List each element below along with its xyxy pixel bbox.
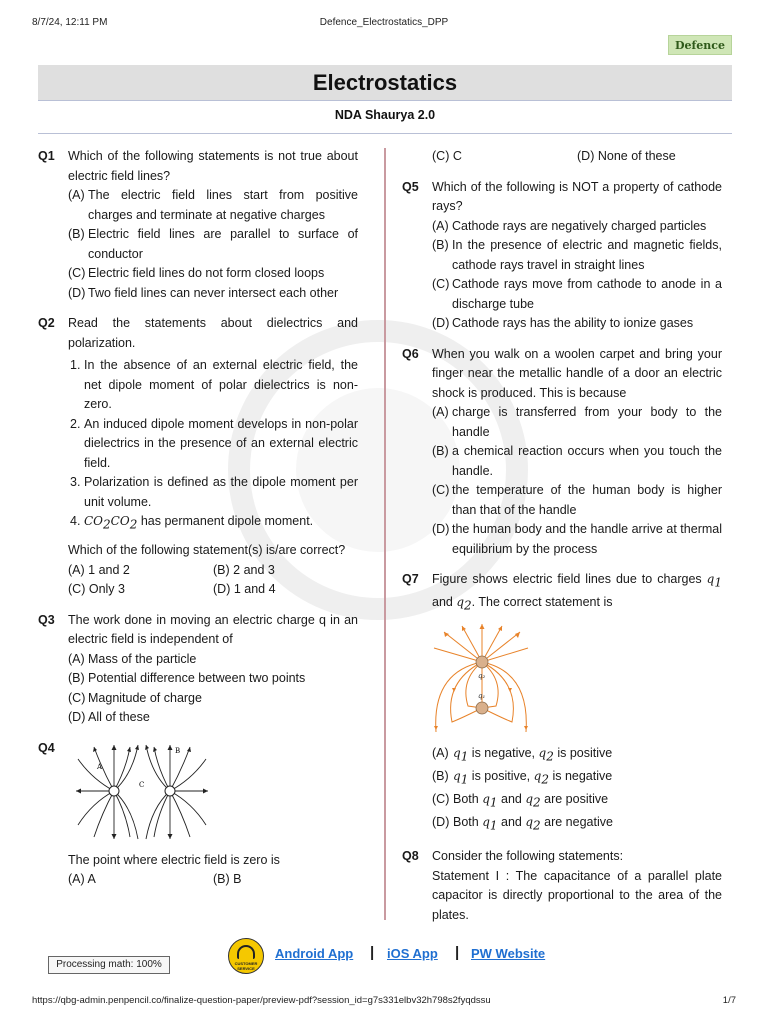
option-a: (A) 1 and 2	[68, 562, 130, 577]
question-number: Q5	[402, 179, 419, 194]
question-ask: Which of the following statement(s) is/are correct?	[68, 543, 346, 557]
page-title: Electrostatics	[312, 70, 458, 95]
question-stem: Which of the following statements is not true about electric field lines?	[68, 149, 358, 183]
question-4	[38, 739, 358, 890]
print-url: https://qbg-admin.penpencil.co/finalize-question-paper/preview-pdf?session_id=g7s331elbv32h798s2fyqdssu	[32, 995, 491, 1006]
right-column	[402, 147, 722, 936]
question-number: Q8	[402, 849, 419, 863]
option-b: (B) In the presence of electric and magnetic fields, cathode rays travel in straight lines	[432, 238, 722, 272]
column-divider	[384, 148, 386, 920]
android-app-link[interactable]: Android App	[275, 946, 354, 961]
option-a: (A) $q_1$ is negative, $q_2$ is positive	[432, 746, 613, 764]
option-a: (A) Mass of the particle	[68, 651, 197, 666]
question-number: Q7	[402, 572, 419, 586]
question-number: Q4	[38, 740, 55, 755]
option-grid	[432, 147, 722, 167]
option-c: (C) Only 3	[68, 582, 125, 596]
statement-4: 4. $CO_2CO_2$ has permanent dipole moment.	[70, 514, 314, 532]
question-7	[402, 570, 722, 836]
title-band	[38, 65, 732, 101]
figure-label-b: B	[175, 746, 181, 755]
question-stem: Read the statements about dielectrics and polarization.	[68, 316, 358, 350]
option-c: (C) C	[432, 149, 462, 163]
option-d: (D) None of these	[577, 149, 676, 163]
question-stem: Which of the following is NOT a property of cathode rays?	[432, 179, 722, 213]
option-d: (D) All of these	[68, 710, 150, 724]
headset-icon	[237, 945, 255, 959]
ios-app-link[interactable]: iOS App	[387, 946, 438, 961]
print-header	[32, 17, 736, 31]
option-c: (C) Both $q_1$ and $q_2$ are positive	[432, 792, 609, 810]
question-stem: The work done in moving an electric charge q in an electric field is independent of	[68, 612, 358, 646]
option-b: (B) Potential difference between two points	[68, 671, 306, 685]
customer-service-badge	[228, 938, 264, 974]
statement-2: 2. An induced dipole moment develops in non-polar dielectrics in the presence of an external electric field.	[70, 416, 358, 470]
option-c: (C) Cathode rays move from cathode to anode in a discharge tube	[432, 277, 722, 311]
figure-label-q2: q₂	[478, 672, 486, 680]
option-b: (B) Electric field lines are parallel to surface of conductor	[68, 227, 358, 261]
statement-list	[68, 356, 358, 535]
option-a: (A) A	[68, 872, 96, 886]
question-stem: Consider the following statements:	[432, 849, 624, 863]
question-number: Q1	[38, 149, 55, 163]
question-number: Q2	[38, 316, 55, 330]
question-8	[402, 847, 722, 925]
field-lines-figure	[72, 739, 212, 845]
option-b: (B) a chemical reaction occurs when you touch the handle.	[432, 444, 722, 478]
statement-1: Statement I : The capacitance of a parallel plate capacitor is directly proportional to the area of the plates.	[432, 868, 722, 922]
option-c: (C) Magnitude of charge	[68, 690, 202, 705]
question-ask: The point where electric field is zero is	[68, 852, 280, 867]
question-5	[402, 178, 722, 334]
statement-3: 3. Polarization is defined as the dipole moment per unit volume.	[70, 475, 358, 509]
option-a: (A) Cathode rays are negatively charged particles	[432, 218, 707, 233]
question-stem: Figure shows electric field lines due to charges $q_1$ and $q_2$. The correct statement is	[432, 572, 722, 613]
separator: |	[370, 944, 375, 961]
option-grid	[38, 870, 358, 890]
badge-text: CUSTOMER SERVICE	[234, 961, 258, 971]
option-d: (D) 1 and 4	[213, 582, 276, 596]
field-lines-figure	[432, 622, 530, 740]
option-grid	[68, 561, 358, 600]
category-tag: Defence	[668, 35, 732, 55]
option-d: (D) Both $q_1$ and $q_2$ are negative	[432, 815, 613, 833]
figure-label-c: C	[139, 780, 145, 789]
separator: |	[455, 944, 460, 961]
pw-website-link[interactable]: PW Website	[471, 946, 546, 961]
page-number: 1/7	[722, 995, 736, 1006]
question-number: Q6	[402, 346, 419, 361]
question-4-continued	[402, 147, 722, 167]
option-d: (D) Two field lines can never intersect each other	[68, 285, 339, 300]
question-3	[38, 611, 358, 728]
print-date: 8/7/24, 12:11 PM	[32, 17, 108, 28]
print-doc-title: Defence_Electrostatics_DPP	[319, 17, 449, 28]
option-b: (B) 2 and 3	[213, 562, 275, 577]
question-stem: When you walk on a woolen carpet and bring your finger near the metallic handle of a door an electric shock is produced. This is because	[432, 346, 722, 400]
option-c: (C) the temperature of the human body is higher than that of the handle	[432, 483, 722, 517]
figure-label-a: A	[97, 762, 103, 771]
question-2	[38, 314, 358, 600]
option-d: (D) Cathode rays has the ability to ionize gases	[432, 316, 694, 330]
option-d: (D) the human body and the handle arrive at thermal equilibrium by the process	[432, 522, 722, 556]
question-1	[38, 147, 358, 303]
page-subtitle: NDA Shaurya 2.0	[334, 108, 436, 122]
option-b: (B) B	[213, 872, 242, 886]
question-number: Q3	[38, 612, 55, 627]
left-column	[38, 147, 358, 901]
figure-label-q1: q₁	[478, 692, 486, 700]
option-c: (C) Electric field lines do not form closed loops	[68, 266, 325, 280]
processing-math-status: Processing math: 100%	[48, 956, 170, 974]
question-6	[402, 345, 722, 560]
option-a: (A) charge is transferred from your body to the handle	[432, 405, 722, 439]
option-a: (A) The electric field lines start from positive charges and terminate at negative charges	[68, 188, 358, 222]
statement-1: 1. In the absence of an external electric field, the net dipole moment of polar dielectrics is non-zero.	[70, 358, 358, 411]
header-rule	[38, 133, 732, 134]
option-b: (B) $q_1$ is positive, $q_2$ is negative	[432, 769, 613, 787]
